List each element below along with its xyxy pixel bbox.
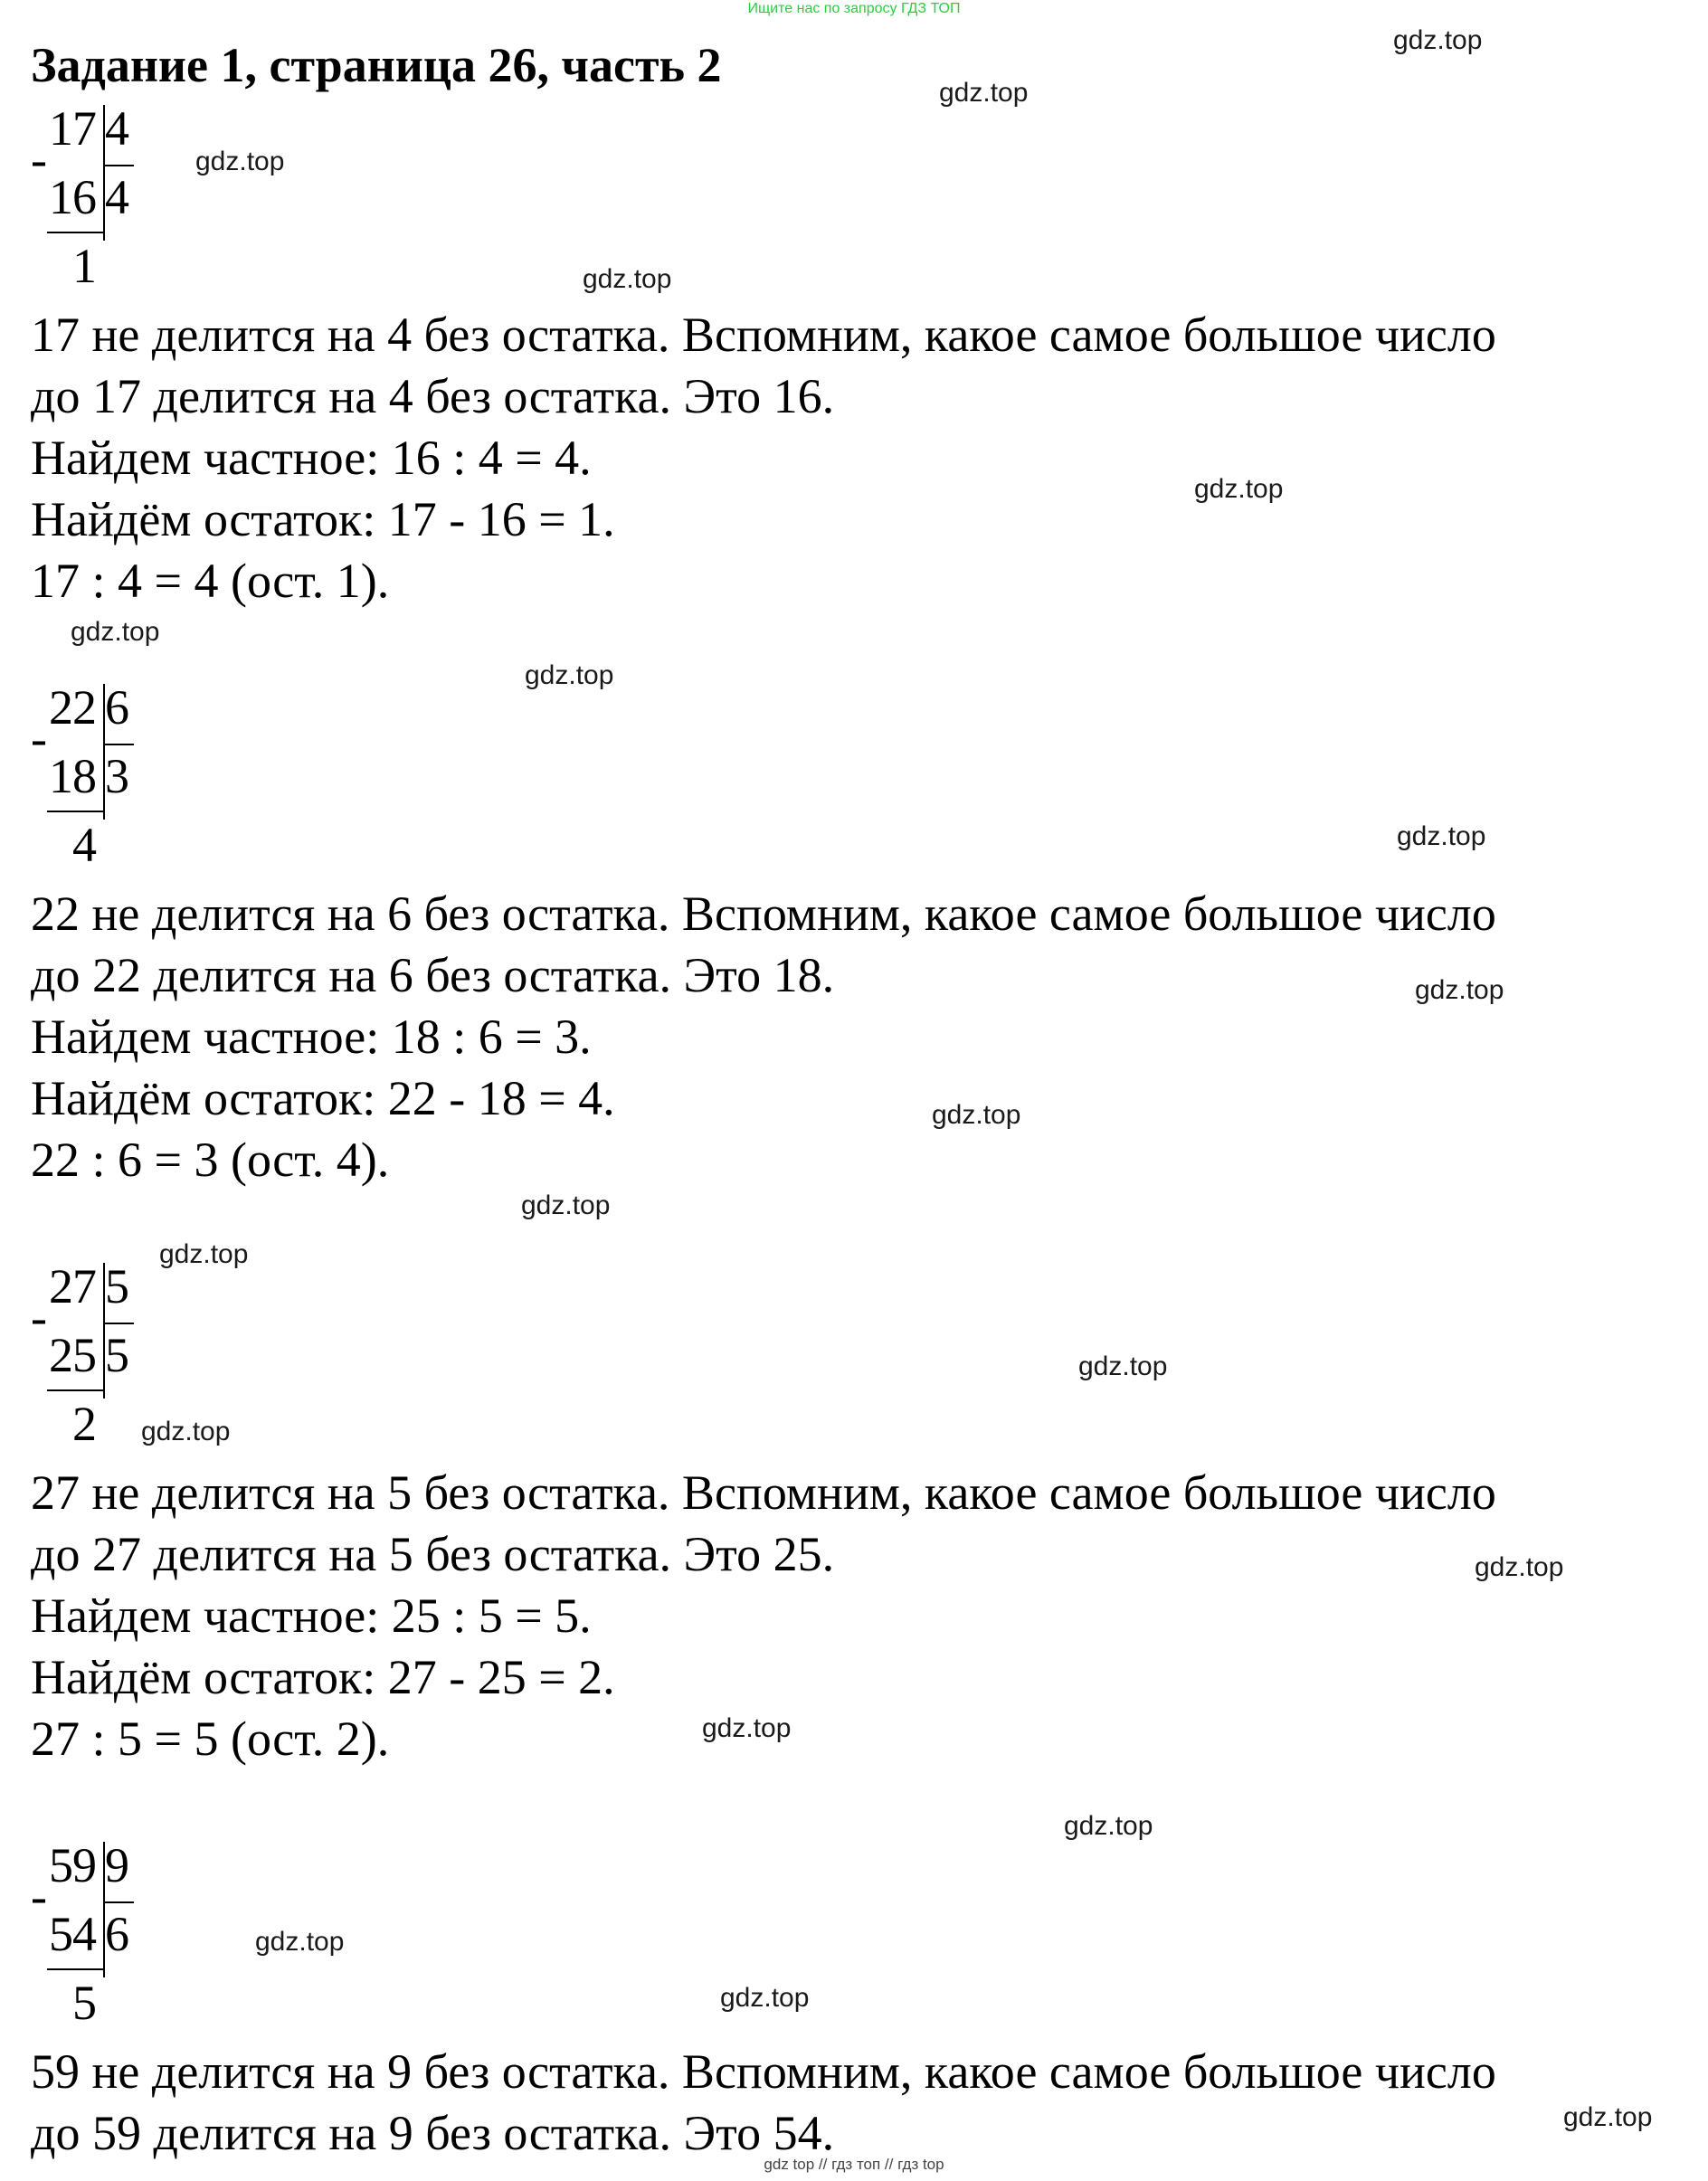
watermark: gdz.top — [1064, 1811, 1153, 1841]
quotient: 5 — [105, 1328, 129, 1382]
minus-sign: - — [31, 1290, 47, 1344]
result-line: 22 : 6 = 3 (ост. 4). — [31, 1133, 390, 1187]
divisor: 6 — [105, 680, 129, 735]
watermark: gdz.top — [583, 264, 672, 294]
divisor: 9 — [105, 1838, 129, 1892]
explanation-line: до 59 делится на 9 без остатка. Это 54. — [31, 2106, 835, 2160]
top-banner[interactable]: Ищите нас по запросу ГДЗ ТОП — [747, 1, 961, 16]
division-vertical-line — [103, 1263, 105, 1399]
dividend: 59 — [49, 1838, 96, 1892]
remainder-line: Найдём остаток: 22 - 18 = 4. — [31, 1071, 615, 1125]
footer-links[interactable]: gdz top // гдз топ // гдз top — [764, 2156, 944, 2173]
product: 16 — [49, 170, 96, 224]
watermark: gdz.top — [939, 78, 1029, 108]
watermark: gdz.top — [1475, 1552, 1564, 1582]
remainder-line: Найдём остаток: 27 - 25 = 2. — [31, 1650, 615, 1704]
watermark: gdz.top — [1194, 474, 1284, 504]
explanation-line: 27 не делится на 5 без остатка. Вспомним, какое самое большое число — [31, 1465, 1496, 1520]
explanation-line: 22 не делится на 6 без остатка. Вспомним, какое самое большое число — [31, 887, 1496, 941]
divisor: 4 — [105, 101, 129, 156]
product: 25 — [49, 1328, 96, 1382]
quotient: 6 — [105, 1907, 129, 1961]
quotient-line: Найдем частное: 18 : 6 = 3. — [31, 1010, 592, 1064]
division-vertical-line — [103, 105, 105, 241]
explanation-line: до 27 делится на 5 без остатка. Это 25. — [31, 1527, 835, 1581]
product-underline — [47, 232, 105, 233]
result-line: 27 : 5 = 5 (ост. 2). — [31, 1712, 390, 1766]
remainder: 4 — [72, 818, 97, 872]
quotient-line: Найдем частное: 16 : 4 = 4. — [31, 431, 592, 485]
quotient-underline — [103, 1323, 134, 1324]
explanation-line: до 17 делится на 4 без остатка. Это 16. — [31, 369, 835, 423]
remainder: 5 — [72, 1976, 97, 2030]
product-underline — [47, 1968, 105, 1970]
watermark: gdz.top — [1415, 975, 1504, 1005]
minus-sign: - — [31, 711, 47, 765]
watermark: gdz.top — [1397, 821, 1486, 851]
quotient-underline — [103, 165, 134, 166]
divisor: 5 — [105, 1259, 129, 1313]
watermark: gdz.top — [255, 1927, 345, 1957]
product: 54 — [49, 1907, 96, 1961]
quotient-underline — [103, 1901, 134, 1903]
dividend: 17 — [49, 101, 96, 156]
explanation-line: 59 не делится на 9 без остатка. Вспомним, какое самое большое число — [31, 2044, 1496, 2099]
quotient: 4 — [105, 170, 129, 224]
product-underline — [47, 811, 105, 812]
watermark: gdz.top — [159, 1239, 249, 1269]
watermark: gdz.top — [1078, 1351, 1168, 1381]
explanation-line: 17 не делится на 4 без остатка. Вспомним, какое самое большое число — [31, 308, 1496, 362]
long-division-4 — [27, 1838, 163, 2028]
explanation-line: до 22 делится на 6 без остатка. Это 18. — [31, 948, 835, 1002]
quotient-underline — [103, 744, 134, 745]
watermark: gdz.top — [71, 617, 160, 647]
watermark: gdz.top — [1563, 2102, 1653, 2132]
watermark: gdz.top — [521, 1190, 611, 1220]
division-vertical-line — [103, 1842, 105, 1977]
product: 18 — [49, 749, 96, 803]
page-title: Задание 1, страница 26, часть 2 — [31, 38, 722, 92]
watermark: gdz.top — [195, 147, 285, 176]
quotient: 3 — [105, 749, 129, 803]
product-underline — [47, 1389, 105, 1391]
remainder-line: Найдём остаток: 17 - 16 = 1. — [31, 492, 615, 546]
watermark: gdz.top — [932, 1100, 1021, 1130]
watermark: gdz.top — [720, 1983, 810, 2013]
quotient-line: Найдем частное: 25 : 5 = 5. — [31, 1588, 592, 1643]
minus-sign: - — [31, 1869, 47, 1923]
watermark: gdz.top — [141, 1417, 231, 1446]
dividend: 27 — [49, 1259, 96, 1313]
division-vertical-line — [103, 684, 105, 820]
long-division-1 — [27, 101, 163, 291]
watermark: gdz.top — [525, 660, 614, 690]
remainder: 1 — [72, 239, 97, 293]
minus-sign: - — [31, 132, 47, 186]
watermark: gdz.top — [1393, 25, 1483, 55]
result-line: 17 : 4 = 4 (ост. 1). — [31, 554, 390, 608]
dividend: 22 — [49, 680, 96, 735]
remainder: 2 — [72, 1397, 97, 1451]
long-division-2 — [27, 680, 163, 870]
watermark: gdz.top — [702, 1713, 792, 1743]
